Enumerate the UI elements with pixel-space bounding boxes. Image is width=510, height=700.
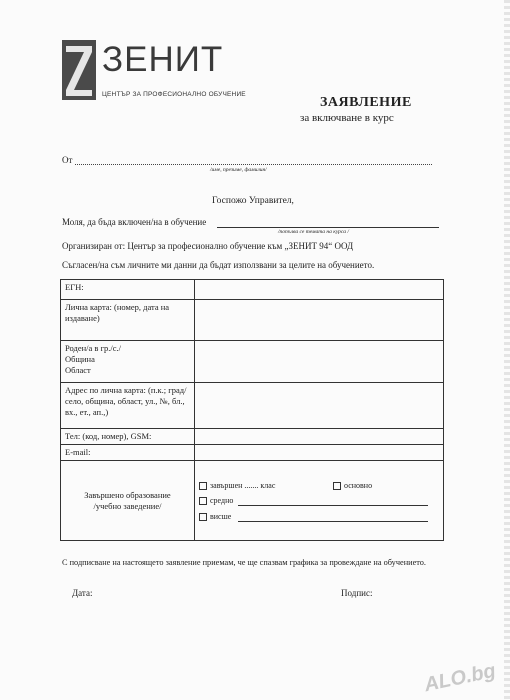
applicant-form-table <box>60 279 444 541</box>
row-education-label <box>61 461 195 541</box>
option-secondary[interactable]: средно <box>199 496 233 505</box>
row-birth-label <box>61 341 195 383</box>
checkbox-icon[interactable] <box>199 513 207 521</box>
born-line-1: Роден/а в гр./с./ <box>65 343 122 353</box>
logo-tagline: ЦЕНТЪР ЗА ПРОФЕСИОНАЛНО ОБУЧЕНИЕ <box>102 91 246 98</box>
from-label: От <box>62 155 73 165</box>
row-egn-field[interactable] <box>195 280 444 300</box>
course-label: Моля, да бъда включен/на в обучение <box>62 217 207 227</box>
course-line[interactable] <box>217 227 439 228</box>
perforated-edge <box>504 0 510 700</box>
row-birth-field[interactable] <box>195 341 444 383</box>
row-address-label: Адрес по лична карта: (п.к.; град/село, община, област, ул., №, бл., вх., ет., ап.,) <box>61 383 195 429</box>
row-email-label: E-mail: <box>61 445 195 461</box>
row-address-field[interactable] <box>195 383 444 429</box>
from-hint: /име, презиме, фамилия/ <box>210 167 267 173</box>
checkbox-icon[interactable] <box>199 482 207 490</box>
course-hint: /попълва се темата на курса / <box>278 229 349 235</box>
born-line-2: Община <box>65 354 95 364</box>
born-line-3: Област <box>65 365 91 375</box>
signature-label: Подпис: <box>341 588 373 598</box>
education-line-2: /учебно заведение/ <box>93 500 162 511</box>
footer-statement: С подписване на настоящето заявление приемам, че ще спазвам графика за провеждане на обучението. <box>62 558 426 567</box>
logo-wordmark: ЗЕНИТ <box>102 40 224 79</box>
consent-text: Съгласен/на съм личните ми данни да бъдат използвани за целите на обучението. <box>62 260 375 270</box>
option-higher[interactable]: висше <box>199 512 231 521</box>
row-email-field[interactable] <box>195 445 444 461</box>
page-title: ЗАЯВЛЕНИЕ <box>320 95 412 110</box>
checkbox-icon[interactable] <box>199 497 207 505</box>
organizer-text: Организиран от: Център за професионално обучение към „ЗЕНИТ 94“ ООД <box>62 241 354 251</box>
page-subtitle: за включване в курс <box>300 112 394 124</box>
option-completed-grade[interactable]: завършен ....... клас <box>199 481 275 490</box>
row-id-card-field[interactable] <box>195 300 444 341</box>
option-primary[interactable]: основно <box>333 481 372 490</box>
row-phone-label: Тел: (код, номер), GSM: <box>61 429 195 445</box>
row-phone-field[interactable] <box>195 429 444 445</box>
row-egn-label: ЕГН: <box>61 280 195 300</box>
checkbox-icon[interactable] <box>333 482 341 490</box>
zenit-logo-icon <box>62 40 96 100</box>
row-id-card-label: Лична карта: (номер, дата на издаване) <box>61 300 195 341</box>
higher-line[interactable] <box>238 521 428 522</box>
education-line-1: Завършено образование <box>84 489 171 500</box>
date-label: Дата: <box>72 588 93 598</box>
greeting: Госпожо Управител, <box>212 196 294 206</box>
secondary-line[interactable] <box>238 505 428 506</box>
from-line[interactable] <box>75 164 432 165</box>
watermark-logo: ALO.bg <box>422 659 498 697</box>
